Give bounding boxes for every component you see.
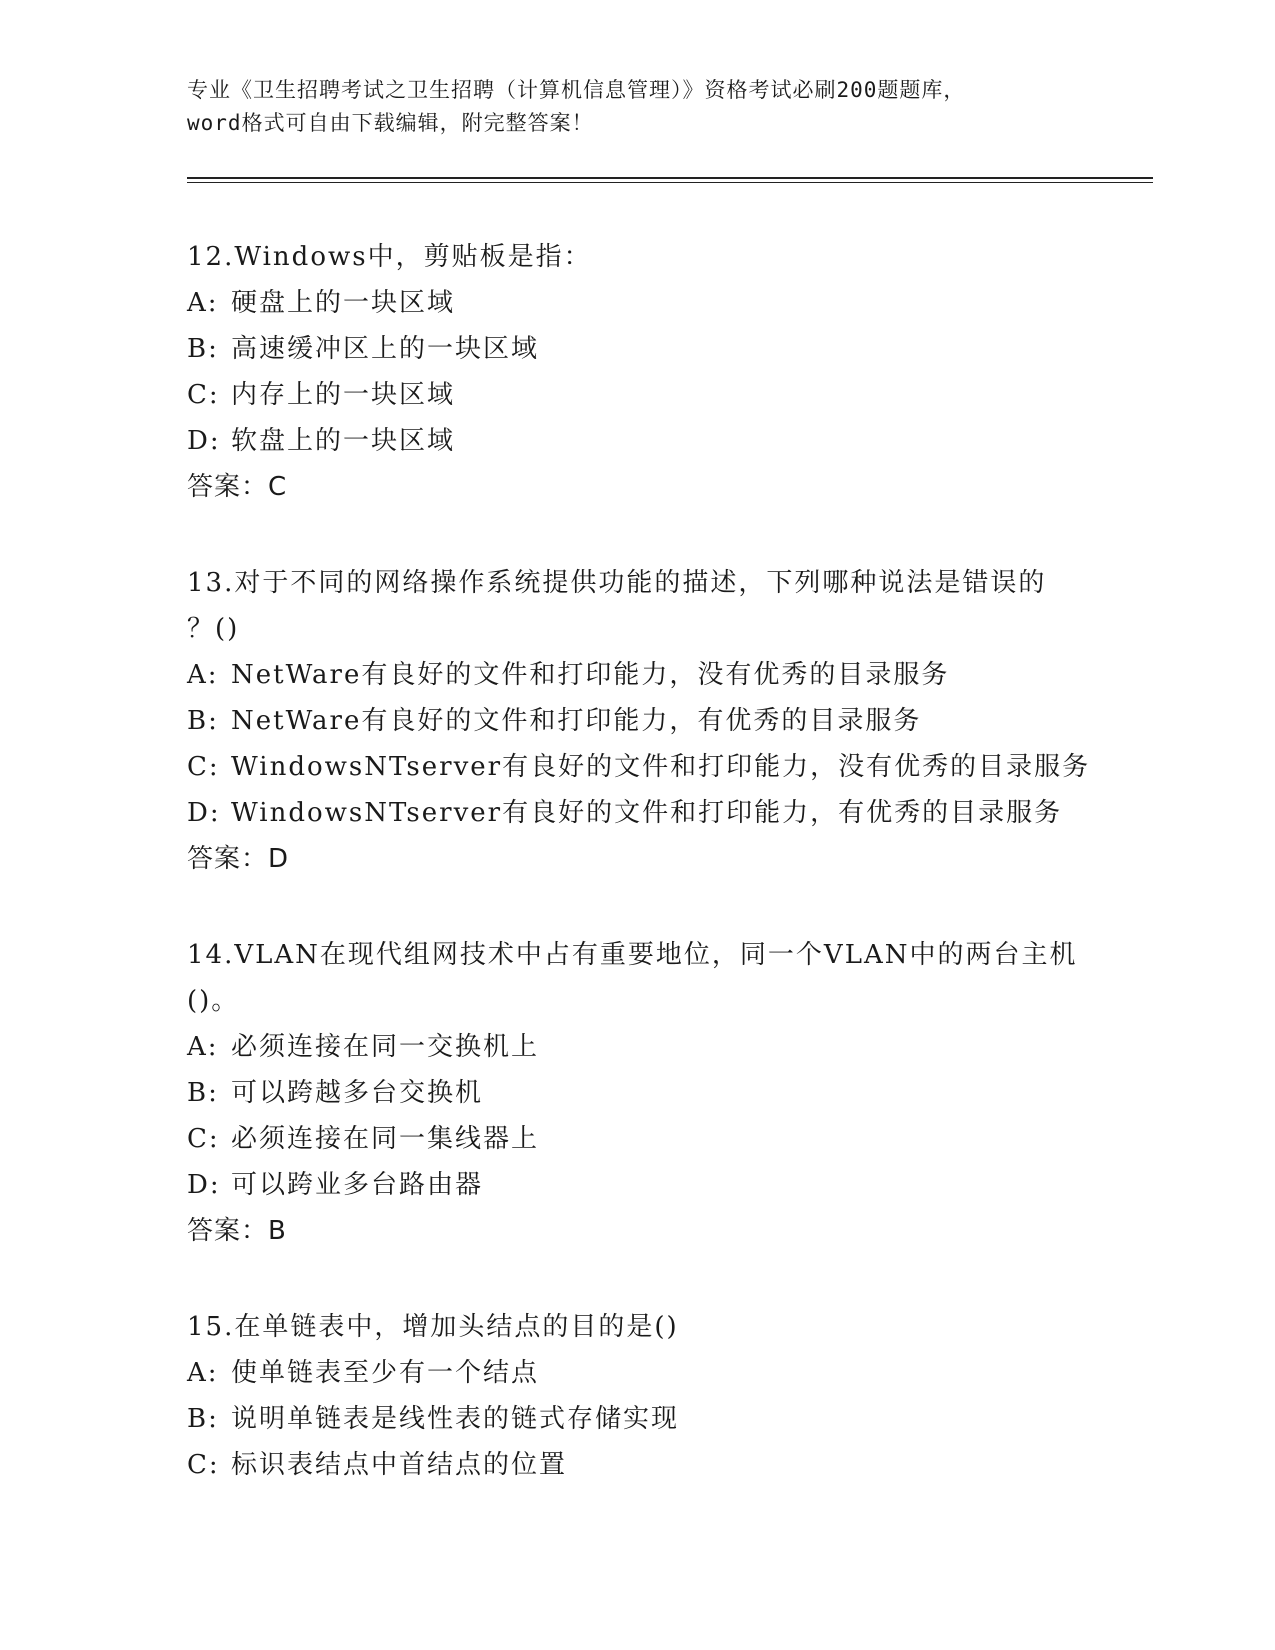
question-list [187,234,1091,1538]
option-d [187,1162,1087,1208]
option-b [187,326,1087,372]
question-stem: 14.VLAN在现代组网技术中占有重要地位，同一个VLAN中的两台主机 [187,940,1078,970]
option-text: WindowsNTserver有良好的文件和打印能力，有优秀的目录服务 [231,798,1063,828]
option-letter: B: [187,1078,219,1108]
option-c [187,744,1091,790]
option-text: 必须连接在同一交换机上 [231,1032,540,1062]
option-c [187,372,1087,418]
option-letter: B: [187,334,219,364]
option-c [187,1442,1087,1488]
question-14 [187,932,1087,1254]
option-text: 高速缓冲区上的一块区域 [231,334,540,364]
option-letter: D: [187,426,221,456]
option-text: 标识表结点中首结点的位置 [231,1450,568,1480]
option-letter: C: [187,1450,220,1480]
option-letter: D: [187,798,221,828]
option-text: NetWare有良好的文件和打印能力，没有优秀的目录服务 [231,660,950,690]
option-b [187,698,1087,744]
option-letter: C: [187,752,220,782]
option-letter: B: [187,1404,219,1434]
option-letter: A: [187,1358,219,1388]
option-text: 可以跨业多台路由器 [231,1170,484,1200]
document-header [187,74,1087,140]
option-text: NetWare有良好的文件和打印能力，有优秀的目录服务 [231,706,922,736]
answer-line: 答案：D [187,844,290,874]
question-stem: 12.Windows中，剪贴板是指： [187,242,592,272]
option-text: 硬盘上的一块区域 [231,288,456,318]
option-b [187,1396,1087,1442]
option-a [187,1350,1087,1396]
option-d [187,790,1087,836]
option-letter: A: [187,1032,219,1062]
question-12 [187,234,1087,510]
option-text: 可以跨越多台交换机 [231,1078,484,1108]
answer-line: 答案：B [187,1216,287,1246]
option-d [187,418,1087,464]
option-text: 软盘上的一块区域 [231,426,456,456]
option-b [187,1070,1087,1116]
option-text: WindowsNTserver有良好的文件和打印能力，没有优秀的目录服务 [231,752,1091,782]
question-stem: 15.在单链表中，增加头结点的目的是() [187,1312,679,1342]
question-stem-continued: ()。 [187,986,240,1016]
option-letter: A: [187,660,219,690]
option-a [187,1024,1087,1070]
option-letter: A: [187,288,219,318]
option-text: 必须连接在同一集线器上 [231,1124,540,1154]
header-line-1: 专业《卫生招聘考试之卫生招聘（计算机信息管理）》资格考试必刷200题题库， [187,78,966,102]
option-a [187,652,1087,698]
header-line-2: word格式可自由下载编辑，附完整答案！ [187,111,594,135]
question-13 [187,560,1091,882]
option-letter: C: [187,1124,220,1154]
option-a [187,280,1087,326]
option-c [187,1116,1087,1162]
option-letter: C: [187,380,220,410]
answer-line: 答案：C [187,472,288,502]
question-stem: 13.对于不同的网络操作系统提供功能的描述，下列哪种说法是错误的 [187,568,1047,598]
header-divider-thin [187,182,1153,183]
question-stem-continued: ？() [187,614,240,644]
question-15 [187,1304,1087,1488]
option-text: 使单链表至少有一个结点 [231,1358,540,1388]
option-text: 内存上的一块区域 [231,380,456,410]
option-letter: D: [187,1170,221,1200]
header-divider-thick [187,177,1153,179]
option-text: 说明单链表是线性表的链式存储实现 [231,1404,680,1434]
option-letter: B: [187,706,219,736]
